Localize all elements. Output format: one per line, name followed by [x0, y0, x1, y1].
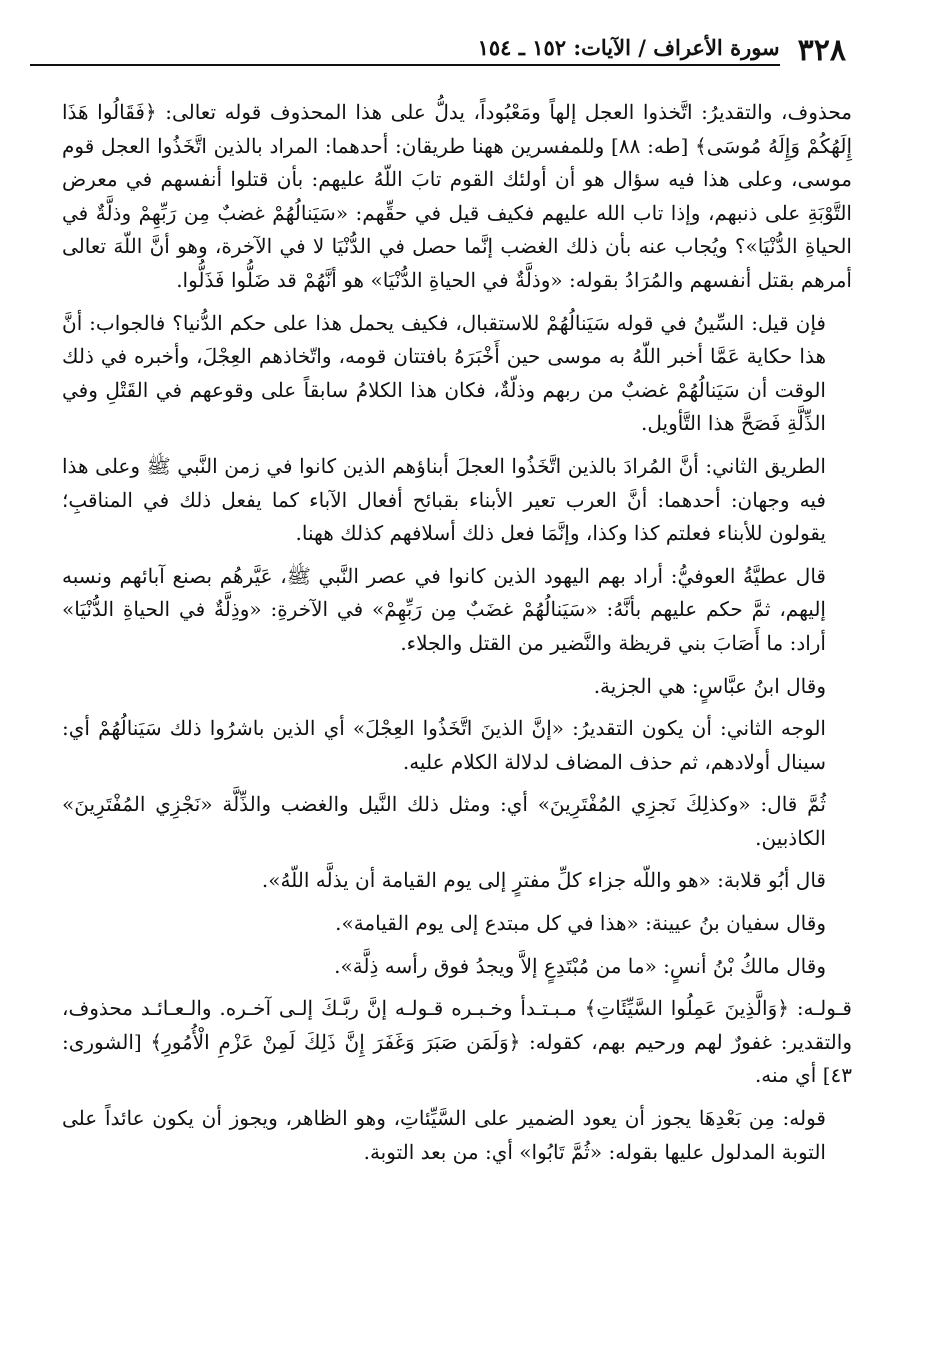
paragraph: الطريق الثاني: أنَّ المُرادَ بالذين اتَّخَذُوا العجلَ أبناؤهم الذين كانوا في زمن النَّبي ﷺ وعلى هذا فيه وجهان: أحدهما: أنَّ العرب تعير الأبناء بقبائح أفعال الآباء كما يفعل ذلك في المناقبِ؛ يقولون للأبناء فعلتم كذا وكذا، وإنَّمَا فعل ذلك أسلافهم كذلك ههنا.	[62, 453, 826, 546]
page-body	[62, 96, 852, 1328]
page-number: ٣٢٨	[797, 32, 846, 68]
paragraph: قوله: مِن بَعْدِهَا يجوز أن يعود الضمير على السَّيِّئاتِ، وهو الظاهر، ويجوز أن يكون عائداً على التوبة المدلول عليها بقوله: «ثُمَّ تَابُوا» أي: من بعد التوبة.	[62, 1106, 826, 1164]
running-head: سورة الأعراف / الآيات: ١٥٢ ـ ١٥٤	[30, 35, 780, 66]
paragraph: محذوف، والتقديرُ: اتَّخذوا العجل إلهاً ومَعْبُوداً، يدلُّ على هذا المحذوف قوله تعالى: ﴿فَقَالُوا هَذَا إِلَهُكُمْ وَإِلَهُ مُوسَى﴾ [طه: ٨٨] وللمفسرين ههنا طريقان: أحدهما: المراد بالذين اتَّخَذُوا العجل قوم موسى، وعلى هذا فيه سؤال هو أن أولئك القوم تابَ اللّهُ عليهم: بأن قتلوا أنفسهم في معرض التَّوْبَةِ على ذنبهم، وإذا تاب الله عليهم فكيف قيل في حقِّهم: «سَيَنالُهُمْ غضبٌ مِن رَبِّهِمْ وذلَّةٌ في الحياةِ الدُّنْيَا»؟ ويُجاب عنه بأن ذلك الغضب إنَّما حصل في الدُّنْيَا لا في الآخرة، وهو أنَّ اللّهَ تعالى أمرهم بقتل أنفسهم والمُرَادُ بقوله: «وذلَّةٌ في الحياةِ الدُّنْيَا» هو أنَّهُمْ قد ضَلُّوا فَذَلُّوا.	[62, 100, 853, 292]
paragraph: الوجه الثاني: أن يكون التقديرُ: «إنَّ الذينَ اتَّخَذُوا العِجْلَ» أي الذين باشرُوا ذلك سَيَنالُهُمْ أي: سينال أولادهم، ثم حذف المضاف لدلالة الكلام عليه.	[62, 716, 826, 774]
paragraph: قـولـه: ﴿وَالَّذِينَ عَمِلُوا السَّيِّئَاتِ﴾ مـبـتـدأ وخـبـره قـولـه إنَّ ربَّـكَ إلـى آخـره. والـعـائـد محذوف، والتقدير: غفورٌ لهم ورحيم بهم، كقوله: ﴿وَلَمَن صَبَرَ وَغَفَرَ إِنَّ ذَلِكَ لَمِنْ عَزْمِ الْأُمُورِ﴾ [الشورى: ٤٣] أي منه.	[62, 996, 852, 1088]
paragraph: قال عطيَّةُ العوفيُّ: أراد بهم اليهود الذين كانوا في عصر النَّبي ﷺ، عَيَّرهُم بصنع آبائهم ونسبه إليهم، ثمَّ حكم عليهم بأنَّهُ: «سَيَنالُهُمْ غضَبٌ مِن رَبِّهِمْ» في الآخرةِ: «وذِلَّةٌ في الحياةِ الدُّنْيَا» أراد: ما أَصَابَ بني قريظة والنَّضير من القتل والجلاء.	[62, 563, 826, 655]
paragraph: فإن قيل: السِّينُ في قوله سَيَنالُهُمْ للاستقبال، فكيف يحمل هذا على حكم الدُّنيا؟ فالجواب: أنَّ هذا حكاية عَمَّا أخبر اللّهُ به موسى حين أَخْبَرَهُ بافتتان قومه، واتّخاذهم العِجْلَ، وأخبره في ذلك الوقت أن سَيَنالُهُمْ غضبٌ من ربهم وذلّةٌ، فكان هذا الكلامُ سابقاً على وقوعهم في القَتْلِ وفي الذِّلَّةِ فَصَحَّ هذا التَّأويل.	[62, 310, 826, 436]
page-header	[30, 30, 846, 70]
paragraph: وقال مالكُ بْنُ أنسٍ: «ما من مُبْتَدِعٍ إلاَّ ويجدُ فوق رأسه ذِلَّة».	[334, 953, 826, 978]
paragraph: وقال ابنُ عبَّاسٍ: هي الجزية.	[593, 673, 826, 698]
paragraph: ثُمَّ قال: «وكذلِكَ نَجزِي المُفْتَرِينَ» أي: ومثل ذلك النَّيل والغضب والذِّلَّة «نَجْزِي المُفْتَرِينَ» الكاذبين.	[62, 792, 826, 850]
paragraph: قال أبُو قلابة: «هو واللّه جزاء كلِّ مفترٍ إلى يوم القيامة أن يذلَّه اللّهُ».	[261, 868, 826, 893]
paragraph: وقال سفيان بنُ عيينة: «هذا في كل مبتدع إلى يوم القيامة».	[335, 911, 826, 936]
